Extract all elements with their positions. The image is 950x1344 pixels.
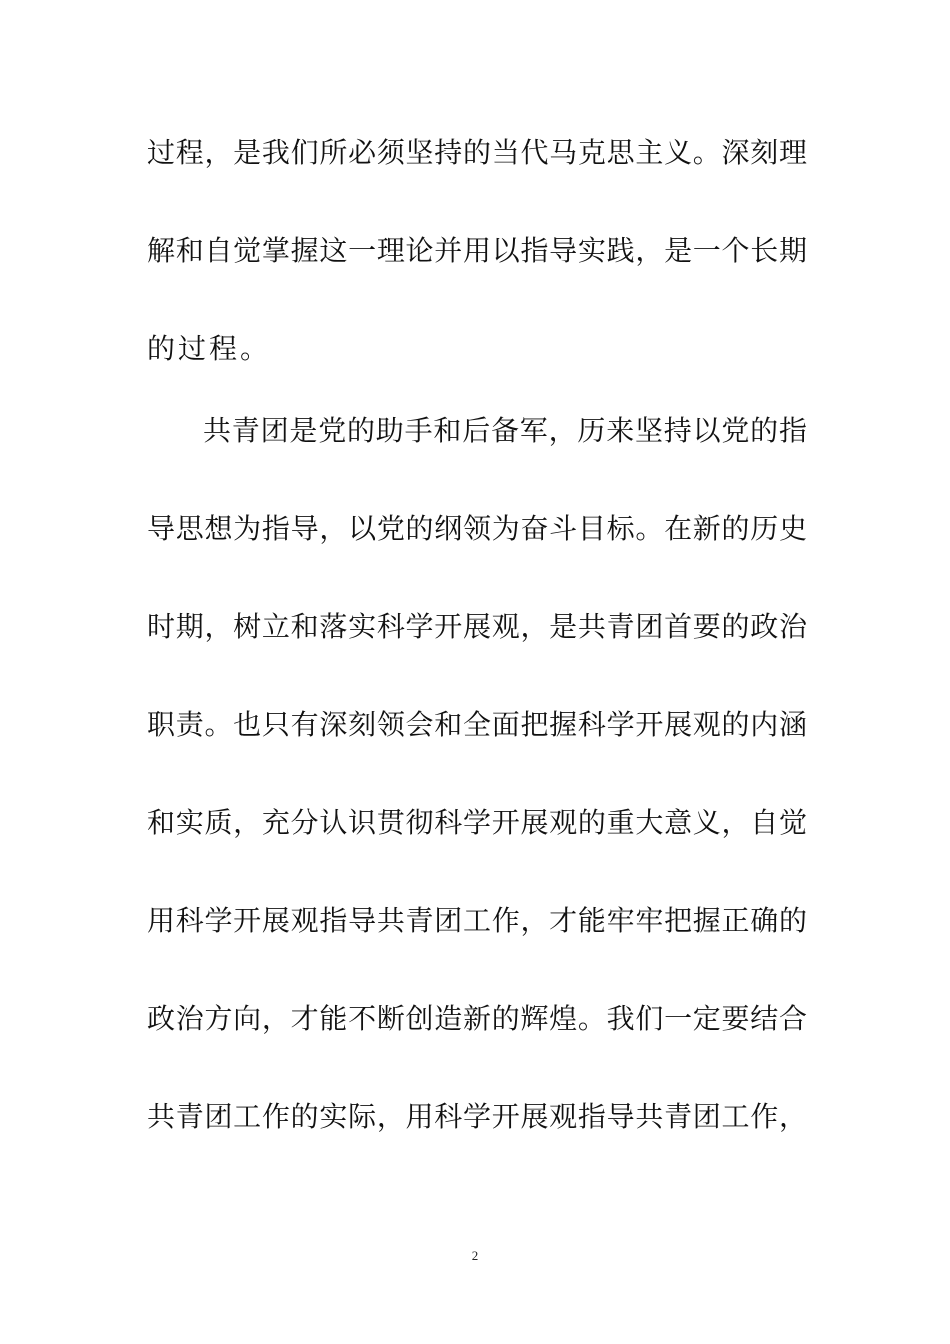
text-line: 的过程。: [147, 332, 272, 365]
text-line: 和实质，充分认识贯彻科学开展观的重大意义，自觉: [147, 806, 807, 839]
text-line: 共青团工作的实际，用科学开展观指导共青团工作，: [147, 1100, 807, 1133]
text-line: 时期，树立和落实科学开展观，是共青团首要的政治: [147, 610, 807, 643]
text-line: 用科学开展观指导共青团工作，才能牢牢把握正确的: [147, 904, 807, 937]
text-line: 导思想为指导，以党的纲领为奋斗目标。在新的历史: [147, 512, 807, 545]
text-line: 过程，是我们所必须坚持的当代马克思主义。深刻理: [147, 136, 807, 169]
text-line: 解和自觉掌握这一理论并用以指导实践，是一个长期: [147, 234, 807, 267]
page-number: 2: [471, 1248, 479, 1263]
paragraph-first-line: 共青团是党的助手和后备军，历来坚持以党的指: [203, 414, 807, 447]
text-line: 政治方向，才能不断创造新的辉煌。我们一定要结合: [147, 1002, 807, 1035]
text-line: 职责。也只有深刻领会和全面把握科学开展观的内涵: [147, 708, 807, 741]
